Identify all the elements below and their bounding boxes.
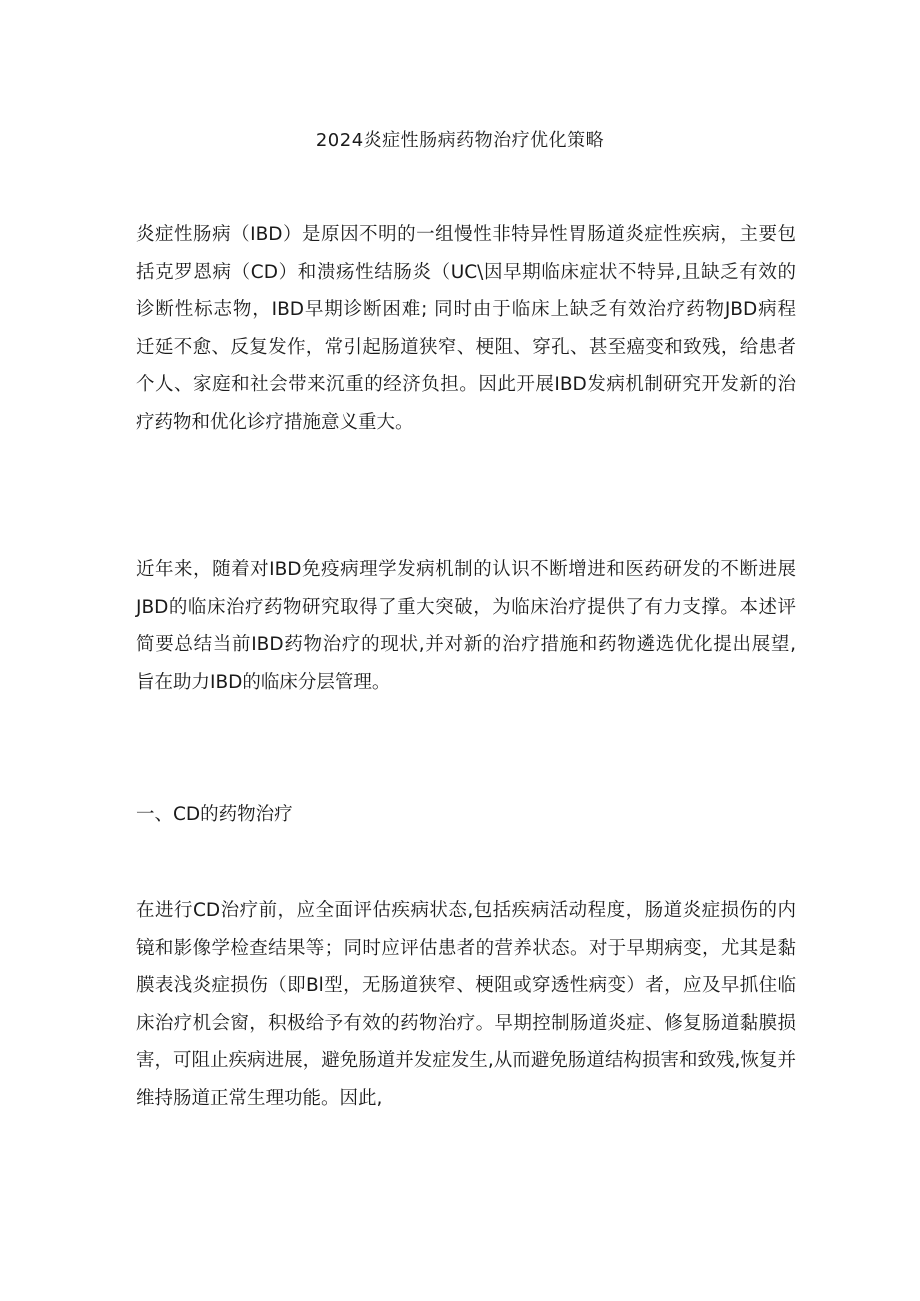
paragraph-ibd-overview <box>136 216 796 441</box>
text-line: 括克罗恩病（CD）和溃疡性结肠炎（UC\因早期临床症状不特异,且缺乏有效的 <box>136 261 796 283</box>
text-line: 膜表浅炎症损伤（即Bl型，无肠道狭窄、梗阻或穿透性病变）者，应及早抓住临 <box>136 975 796 996</box>
section-heading-cd: 一、CD的药物治疗 <box>136 804 293 825</box>
text-line: 镜和影像学检查结果等；同时应评估患者的营养状态。对于早期病变，尤其是黏 <box>136 937 796 959</box>
text-line: 诊断性标志物，IBD早期诊断困难; 同时由于临床上缺乏有效治疗药物JBD病程 <box>136 299 796 320</box>
text-line: 个人、家庭和社会带来沉重的经济负担。因此开展IBD发病机制研究开发新的治 <box>136 374 796 395</box>
text-line: 疗药物和优化诊疗措施意义重大。 <box>136 411 414 433</box>
text-line: JBD的临床治疗药物研究取得了重大突破，为临床治疗提供了有力支撑。本述评 <box>136 596 796 618</box>
text-line: 迁延不愈、反复发作，常引起肠道狭窄、梗阻、穿孔、甚至癌变和致残，给患者 <box>136 336 796 358</box>
text-line: 近年来，随着对IBD免疫病理学发病机制的认识不断增进和医药研发的不断进展 <box>136 559 796 580</box>
paragraph-cd-treatment <box>136 892 796 1117</box>
paragraph-recent-advances <box>136 551 796 701</box>
text-line: 维持肠道正常生理功能。因此, <box>136 1087 383 1109</box>
text-line: 在进行CD治疗前，应全面评估疾病状态,包括疾病活动程度，肠道炎症损伤的内 <box>136 900 796 921</box>
document-title: 2024炎症性肠病药物治疗优化策略 <box>315 130 605 151</box>
text-line: 简要总结当前IBD药物治疗的现状,并对新的治疗措施和药物遴选优化提出展望, <box>136 634 796 655</box>
text-line: 炎症性肠病（IBD）是原因不明的一组慢性非特异性胃肠道炎症性疾病，主要包 <box>136 224 796 245</box>
text-line: 旨在助力IBD的临床分层管理。 <box>136 671 391 693</box>
text-line: 床治疗机会窗，积极给予有效的药物治疗。早期控制肠道炎症、修复肠道黏膜损 <box>136 1012 796 1034</box>
text-line: 害，可阻止疾病进展，避免肠道并发症发生,从而避免肠道结构损害和致残,恢复并 <box>136 1050 796 1071</box>
